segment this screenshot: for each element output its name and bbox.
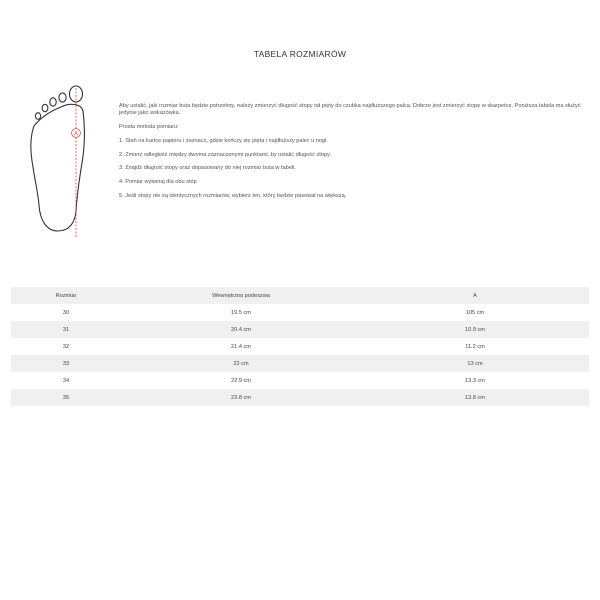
foot-diagram [27,85,89,240]
step-item: 2. Zmierz odległość między dwoma zaznaczonymi punktami, by ustalić długość stopy. [119,151,331,158]
table-cell: 13 cm [467,360,483,367]
step-item: 5. Jeśli stopy nie są identycznych rozmiarów, wybierz ten, który będzie pasował na większą. [119,193,347,200]
table-cell: 32 [62,343,70,350]
table-cell: 22.9 cm [231,377,251,384]
measure-marker-label: A [73,131,79,138]
column-header: A [473,292,477,299]
toe-outline [35,113,40,120]
step-item: 1. Stań na kartce papieru i zaznacz, gdzie kończy się pięta i najdłuższy palec u nogi. [119,137,328,144]
table-cell: 21.4 cm [231,343,251,350]
table-cell: 20.4 cm [231,326,251,333]
table-cell: 35 [62,394,70,401]
table-row [11,321,589,338]
table-cell: 105 cm [465,309,485,316]
table-cell: 10.9 cm [465,326,485,333]
table-cell: 11.2 cm [465,343,485,350]
table-cell: 19.5 cm [231,309,251,316]
table-row [11,355,589,372]
table-cell: 13.3 cm [465,377,485,384]
table-cell: 33 [62,360,70,367]
step-item: 3. Znajdź długość stopy oraz dopasowany do niej rozmiar buta w tabeli. [119,165,296,172]
table-cell: 31 [62,326,70,333]
table-cell: 34 [62,377,70,384]
column-header: Wewnętrzna podeszwa [212,292,270,299]
table-header-row [11,287,589,304]
instructions [119,103,597,200]
table-cell: 22 cm [233,360,249,367]
table-cell: 23.8 cm [231,394,251,401]
toe-outline [59,93,66,102]
step-item: 4. Pomiar wykonaj dla obu stóp [119,179,197,186]
table-row [11,372,589,389]
size-table [11,287,589,406]
table-cell: 13.8 cm [465,394,485,401]
toe-outline [50,98,56,106]
table-row [11,304,589,321]
method-heading: Prosta metoda pomiaru: [119,124,179,131]
toe-outline [42,104,48,111]
table-row [11,338,589,355]
table-row [11,389,589,406]
column-header: Rozmiar [55,292,77,299]
page-title: TABELA ROZMIARÓW [253,49,347,59]
table-cell: 30 [62,309,70,316]
instructions-intro: Aby ustalić, jaki rozmiar buta będzie potrzebny, należy zmierzyć długość stopy od pięty do czubka najdłuższego palca. Dobrze jest zmierzyć stopę w skarpetce. Poniższa tabela ma służyć jedynie jako wskazówka. [119,103,581,117]
